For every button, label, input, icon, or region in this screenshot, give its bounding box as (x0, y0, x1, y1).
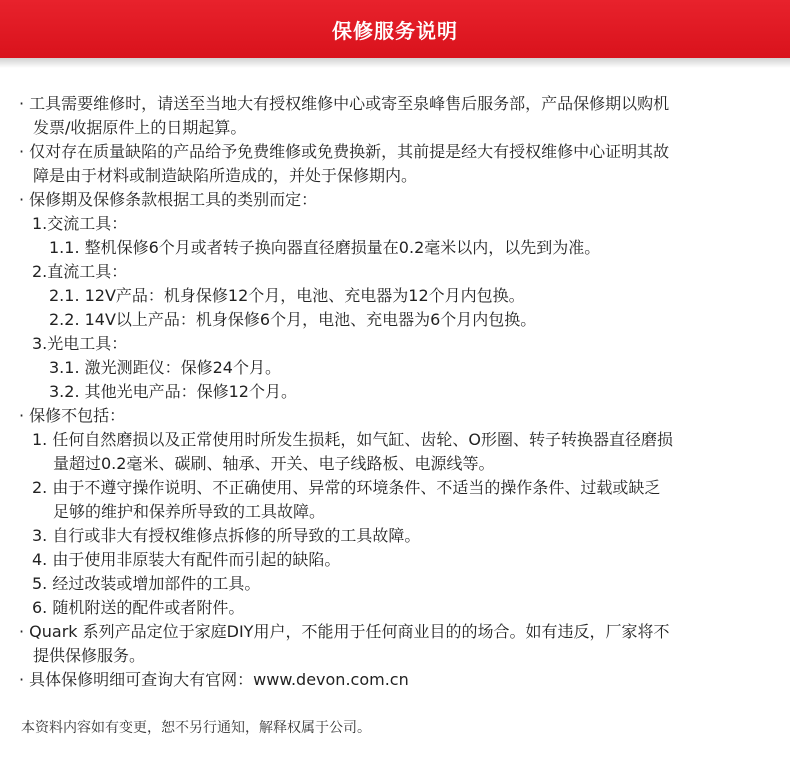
banner-shadow (0, 58, 790, 68)
bullet-line: · 保修不包括： (19, 406, 126, 425)
category-item: 2.1. 12V产品：机身保修12个月，电池、充电器为12个月内包换。 (49, 286, 525, 305)
exclusion-continuation: 足够的维护和保养所导致的工具故障。 (53, 502, 326, 521)
category-heading: 2.直流工具： (32, 262, 128, 281)
bullet-line: · 仅对存在质量缺陷的产品给予免费维修或免费换新，其前提是经大有授权维修中心证明其故 (19, 142, 670, 161)
category-item: 1.1. 整机保修6个月或者转子换向器直径磨损量在0.2毫米以内，以先到为准。 (49, 238, 601, 257)
exclusion-item: 6. 随机附送的配件或者附件。 (32, 598, 245, 617)
exclusion-item: 5. 经过改装或增加部件的工具。 (32, 574, 261, 593)
exclusion-item: 4. 由于使用非原装大有配件而引起的缺陷。 (32, 550, 341, 569)
bullet-line: · 工具需要维修时，请送至当地大有授权维修中心或寄至泉峰售后服务部，产品保修期以购机 (19, 94, 670, 113)
bullet-line: · 具体保修明细可查询大有官网：www.devon.com.cn (19, 670, 409, 689)
page-title: 保修服务说明 (332, 19, 458, 43)
exclusion-item: 3. 自行或非大有授权维修点拆修的所导致的工具故障。 (32, 526, 421, 545)
disclaimer-note: 本资料内容如有变更，恕不另行通知，解释权属于公司。 (21, 720, 371, 736)
bullet-line: · Quark 系列产品定位于家庭DIY用户，不能用于任何商业目的的场合。如有违反，厂家将不 (19, 622, 670, 641)
bullet-continuation: 发票/收据原件上的日期起算。 (33, 118, 247, 137)
exclusion-continuation: 量超过0.2毫米、碳刷、轴承、开关、电子线路板、电源线等。 (53, 454, 495, 473)
category-item: 2.2. 14V以上产品：机身保修6个月，电池、充电器为6个月内包换。 (49, 310, 537, 329)
exclusion-item: 2. 由于不遵守操作说明、不正确使用、异常的环境条件、不适当的操作条件、过载或缺乏 (32, 478, 661, 497)
category-item: 3.1. 激光测距仪：保修24个月。 (49, 358, 281, 377)
category-item: 3.2. 其他光电产品：保修12个月。 (49, 382, 297, 401)
exclusion-item: 1. 任何自然磨损以及正常使用时所发生损耗，如气缸、齿轮、O形圈、转子转换器直径磨损 (32, 430, 673, 449)
bullet-line: · 保修期及保修条款根据工具的类别而定： (19, 190, 318, 209)
category-heading: 3.光电工具： (32, 334, 128, 353)
bullet-continuation: 提供保修服务。 (33, 646, 146, 665)
bullet-continuation: 障是由于材料或制造缺陷所造成的，并处于保修期内。 (33, 166, 418, 185)
category-heading: 1.交流工具： (32, 214, 128, 233)
